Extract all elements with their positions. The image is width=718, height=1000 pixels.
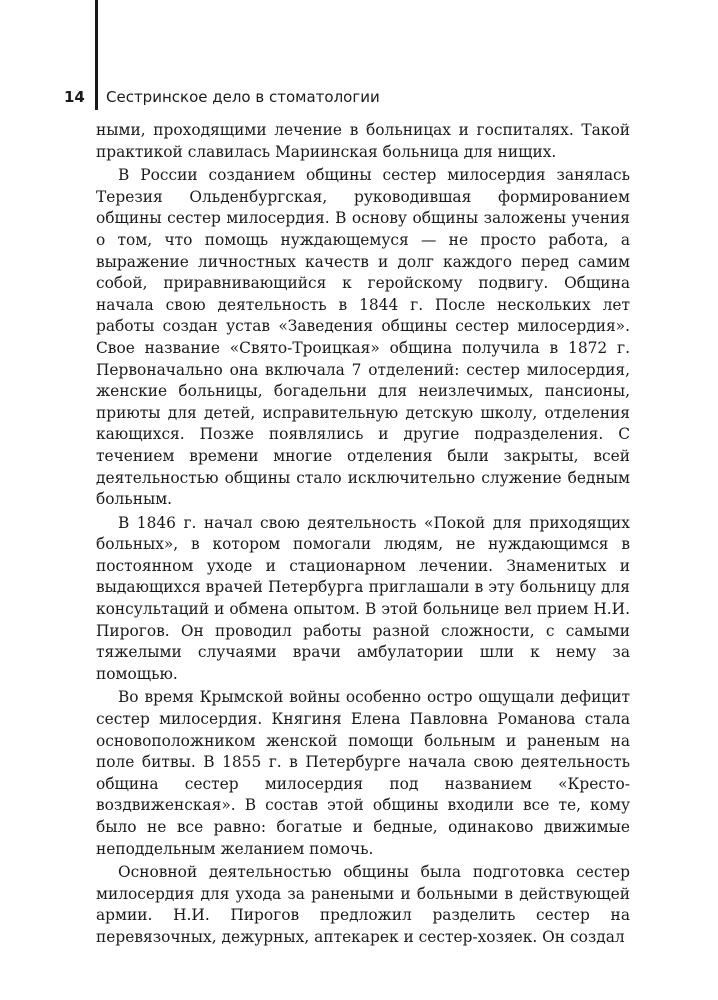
body-text: [96, 120, 630, 949]
paragraph-4: Во время Крымской войны особенно остро ощущали дефицит сестер милосердия. Княгиня Елена Павловна Романова стала основоположником женской помощи больным и раненым на поле битвы. В 1855 г. в Петербурге начала свою деятельность община сестер милосердия под названием «Крестовоздвиженская». В состав этой общины входили все те, кому было не все равно: богатые и бедные, одинаково движимые неподдельным желанием помочь.: [96, 688, 630, 858]
paragraph-3: В 1846 г. начал свою деятельность «Покой для приходящих больных», в котором помогали людям, не нуждающимся в постоянном уходе и стационарном лечении. Знаменитых и выдающихся врачей Петербурга приглашали в эту больницу для консультаций и обмена опытом. В этой больнице вел прием Н.И. Пирогов. Он проводил работы разной сложности, с самыми тяжелыми случаями врачи амбулатории шли к нему за помощью.: [96, 513, 630, 683]
running-title: Сестринское дело в стоматологии: [106, 88, 380, 106]
paragraph-2: В России созданием общины сестер милосердия занялась Терезия Ольденбургская, руководившая формированием общины сестер милосердия. В основу общины заложены учения о том, что помощь нуждающемуся — не просто работа, а выражение личностных качеств и долг каждого перед самим собой, приравнивающийся к геройскому подвигу. Община начала свою деятельность в 1844 г. После нескольких лет работы создан устав «Заведения общины сестер милосердия». Свое название «Свято-Троицкая» община получила в 1872 г. Первоначально она включала 7 отделений: сестер милосердия, женские больницы, богадельни для неизлечимых, пансионы, приюты для детей, исправительную детскую школу, отделения кающихся. Позже появлялись и другие подразделения. С течением времени многие отделения были закрыты, всей деятельностью общины стало исключительно служение бедным больным.: [96, 166, 630, 509]
running-header: [64, 86, 380, 108]
paragraph-1: ными, проходящими лечение в больницах и госпиталях. Такой практикой славилась Мариинская больница для нищих.: [96, 121, 630, 161]
page-number: 14: [64, 88, 85, 106]
paragraph-5: Основной деятельностью общины была подготовка сестер милосердия для ухода за ранеными и больными в действующей армии. Н.И. Пирогов предложил разделить сестер на перевязочных, дежурных, аптекарек и сестер-хозяек. Он создал: [96, 863, 630, 946]
